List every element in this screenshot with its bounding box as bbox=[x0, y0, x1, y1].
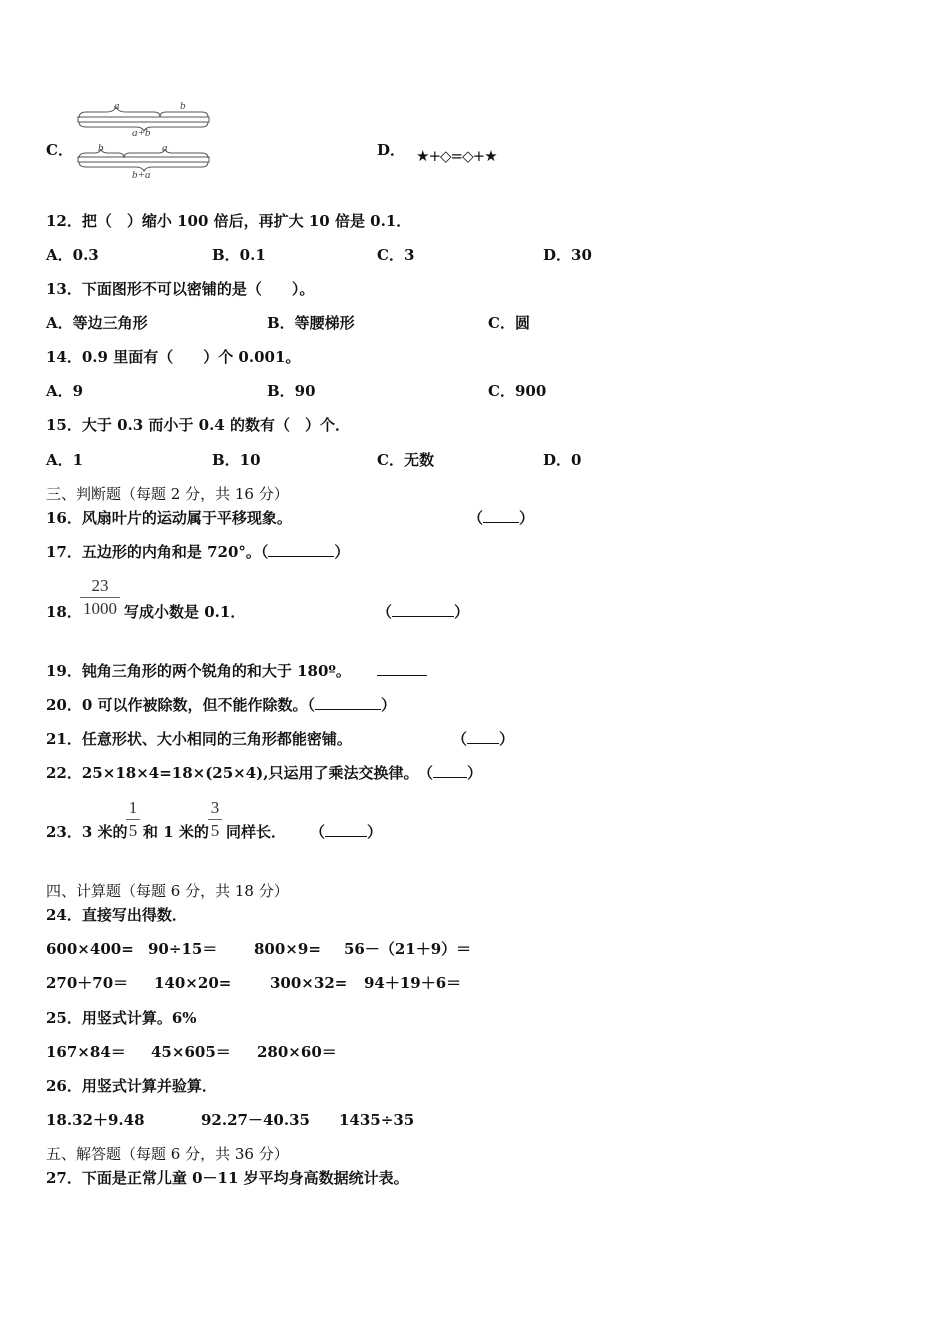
q25-item: 45×605＝ bbox=[151, 1043, 231, 1061]
label-b-bottom: b bbox=[98, 142, 104, 154]
question-17-text: 17．五边形的内角和是 720°。（ bbox=[46, 543, 269, 561]
q22-lparen: （ bbox=[418, 764, 434, 782]
label-a-bottom: a bbox=[162, 142, 168, 154]
q18-lparen: （ bbox=[377, 603, 393, 621]
q22-rparen: ） bbox=[467, 764, 483, 782]
question-23-part1: 23．3 米的 bbox=[46, 823, 128, 841]
q18-fraction bbox=[80, 576, 120, 619]
q12-option-c[interactable]: C．3 bbox=[377, 246, 415, 264]
q14-option-c[interactable]: C．900 bbox=[488, 382, 547, 400]
option-c-label: C． bbox=[46, 141, 73, 159]
question-25: 25．用竖式计算。6% bbox=[46, 1009, 197, 1027]
question-23-part3: 同样长． bbox=[226, 823, 287, 841]
q23-fraction-2-numerator: 3 bbox=[210, 798, 220, 817]
question-21: 21．任意形状、大小相同的三角形都能密铺。 bbox=[46, 730, 352, 748]
q20-answer-blank[interactable] bbox=[315, 695, 381, 710]
bottom-segment bbox=[78, 157, 209, 162]
question-14: 14．0.9 里面有（ ）个 0.001。 bbox=[46, 348, 301, 366]
q21-rparen: ） bbox=[499, 730, 515, 748]
question-18-number: 18． bbox=[46, 603, 82, 621]
q24-item: 94＋19＋6＝ bbox=[364, 974, 462, 992]
q22-answer-blank[interactable] bbox=[418, 763, 482, 783]
q23-fraction-1-numerator: 1 bbox=[128, 798, 138, 817]
q18-fraction-numerator: 23 bbox=[91, 576, 109, 595]
option-d-label: D． bbox=[377, 141, 406, 159]
q24-item: 90÷15＝ bbox=[148, 940, 218, 958]
q23-fraction-1-denominator: 5 bbox=[128, 821, 138, 840]
label-sum-top: a+b bbox=[132, 127, 151, 139]
option-d-formula: ★+◇=◇+★ bbox=[416, 147, 497, 165]
question-19: 19．钝角三角形的两个锐角的和大于 180º。 bbox=[46, 662, 351, 680]
q23-fraction-2-denominator: 5 bbox=[210, 821, 220, 840]
q26-item: 92.27－40.35 bbox=[201, 1111, 310, 1129]
q21-answer-blank[interactable] bbox=[452, 729, 514, 749]
q20-rparen: ） bbox=[381, 696, 397, 714]
q21-lparen: （ bbox=[452, 730, 468, 748]
q15-option-c[interactable]: C．无数 bbox=[377, 451, 434, 469]
q15-option-d[interactable]: D．0 bbox=[543, 451, 582, 469]
question-24: 24．直接写出得数． bbox=[46, 906, 187, 924]
q24-item: 600×400= bbox=[46, 940, 134, 958]
question-13: 13．下面图形不可以密铺的是（ ）。 bbox=[46, 280, 315, 298]
q13-option-a[interactable]: A．等边三角形 bbox=[46, 314, 148, 332]
q26-item: 18.32＋9.48 bbox=[46, 1111, 145, 1129]
q13-option-c[interactable]: C．圆 bbox=[488, 314, 530, 332]
question-26: 26．用竖式计算并验算． bbox=[46, 1077, 217, 1095]
q12-option-a[interactable]: A．0.3 bbox=[46, 246, 99, 264]
q23-fraction-2 bbox=[208, 798, 222, 841]
q23-lparen: （ bbox=[310, 823, 326, 841]
question-15: 15．大于 0.3 而小于 0.4 的数有（ ）个． bbox=[46, 416, 350, 434]
q26-item: 1435÷35 bbox=[339, 1111, 415, 1129]
question-23-part2: 和 1 米的 bbox=[143, 823, 209, 841]
label-b-top: b bbox=[180, 100, 186, 112]
q24-item: 300×32= bbox=[270, 974, 348, 992]
question-20 bbox=[46, 695, 396, 715]
q17-answer-blank[interactable] bbox=[268, 542, 334, 557]
section-4-heading: 四、计算题（每题 6 分，共 18 分） bbox=[46, 882, 289, 900]
section-3-heading: 三、判断题（每题 2 分，共 16 分） bbox=[46, 485, 289, 503]
q25-item: 167×84＝ bbox=[46, 1043, 126, 1061]
option-c-figure bbox=[74, 96, 214, 182]
q18-rparen: ） bbox=[454, 603, 470, 621]
question-22: 22．25×18×4=18×(25×4),只运用了乘法交换律。 bbox=[46, 764, 419, 782]
q23-answer-blank[interactable] bbox=[310, 822, 382, 842]
question-27: 27．下面是正常儿童 0－11 岁平均身高数据统计表。 bbox=[46, 1169, 409, 1187]
label-sum-bottom: b+a bbox=[132, 169, 151, 181]
q14-option-b[interactable]: B．90 bbox=[267, 382, 316, 400]
q15-option-a[interactable]: A．1 bbox=[46, 451, 84, 469]
question-17 bbox=[46, 542, 349, 562]
label-a-top: a bbox=[114, 100, 120, 112]
q18-fraction-denominator: 1000 bbox=[83, 599, 117, 618]
q15-option-b[interactable]: B．10 bbox=[212, 451, 261, 469]
q19-answer-blank[interactable] bbox=[377, 661, 427, 681]
q17-rparen: ） bbox=[334, 543, 350, 561]
q24-item: 270＋70＝ bbox=[46, 974, 129, 992]
top-brace bbox=[79, 107, 208, 118]
q24-item: 800×9= bbox=[254, 940, 321, 958]
top-segment bbox=[78, 117, 209, 122]
q25-item: 280×60＝ bbox=[257, 1043, 337, 1061]
q24-item: 56－（21＋9）＝ bbox=[344, 940, 472, 958]
q24-item: 140×20= bbox=[154, 974, 232, 992]
q23-rparen: ） bbox=[367, 823, 383, 841]
question-12: 12．把（ ）缩小 100 倍后，再扩大 10 倍是 0.1． bbox=[46, 212, 412, 230]
question-18-text: 写成小数是 0.1． bbox=[124, 603, 246, 621]
question-16: 16．风扇叶片的运动属于平移现象。 bbox=[46, 509, 292, 527]
q12-option-d[interactable]: D．30 bbox=[543, 246, 592, 264]
q23-fraction-1 bbox=[126, 798, 140, 841]
q16-answer-blank[interactable] bbox=[468, 508, 534, 528]
q14-option-a[interactable]: A．9 bbox=[46, 382, 84, 400]
q12-option-b[interactable]: B．0.1 bbox=[212, 246, 266, 264]
q16-rparen: ） bbox=[519, 509, 535, 527]
q16-lparen: （ bbox=[468, 509, 484, 527]
q18-answer-blank[interactable] bbox=[377, 602, 469, 622]
q13-option-b[interactable]: B．等腰梯形 bbox=[267, 314, 355, 332]
section-5-heading: 五、解答题（每题 6 分，共 36 分） bbox=[46, 1145, 289, 1163]
question-20-text: 20．0 可以作被除数，但不能作除数。（ bbox=[46, 696, 316, 714]
